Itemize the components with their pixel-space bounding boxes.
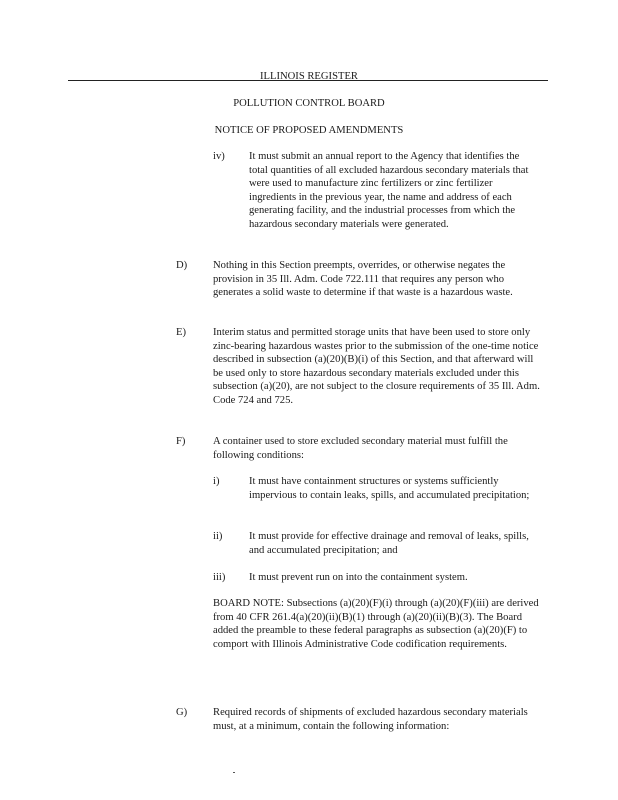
section-label-f: F)	[176, 436, 186, 447]
section-text-f: A container used to store excluded secondary material must fulfill the following conditions:	[213, 436, 508, 461]
scan-speck	[233, 772, 235, 773]
notice-title: NOTICE OF PROPOSED AMENDMENTS	[214, 125, 404, 136]
subitem-label-ii: ii)	[213, 531, 223, 542]
section-label-e: E)	[176, 327, 186, 338]
subitem-text-ii: It must provide for effective drainage and removal of leaks, spills, and accumulated precipitation; and	[249, 531, 529, 556]
section-text-d: Nothing in this Section preempts, overrides, or otherwise negates the provision in 35 Ill. Adm. Code 722.111 that requires any person who generates a solid waste to determine if that waste is a hazardous waste.	[213, 260, 513, 299]
board-note: BOARD NOTE: Subsections (a)(20)(F)(i) through (a)(20)(F)(iii) are derived from 40 CFR 261.4(a)(20)(ii)(B)(1) through (a)(20)(ii)(B)(3). The Board added the preamble to these federal paragraphs as subsection (a)(20)(F) to comport with Illinois Administrative Code codification requirements.	[213, 598, 539, 650]
header-rule	[68, 80, 548, 81]
subitem-label-iii: iii)	[213, 572, 226, 583]
subitem-text-iii: It must prevent run on into the containment system.	[249, 572, 468, 583]
board-name: POLLUTION CONTROL BOARD	[233, 98, 385, 109]
section-label-g: G)	[176, 707, 188, 718]
subitem-label-i: i)	[213, 476, 220, 487]
register-title: ILLINOIS REGISTER	[260, 71, 358, 82]
subitem-text-i: It must have containment structures or systems sufficiently impervious to contain leaks, spills, and accumulated precipitation;	[249, 476, 530, 501]
item-text-iv: It must submit an annual report to the Agency that identifies the total quantities of all excluded hazardous secondary materials that were used to manufacture zinc fertilizers or zinc fertilizer ingredients in the previous year, the name and address of each generating facility, and the industrial processes from which the hazardous secondary materials were generated.	[249, 151, 529, 230]
section-text-g: Required records of shipments of excluded hazardous secondary materials must, at a minimum, contain the following information:	[213, 707, 528, 732]
section-label-d: D)	[176, 260, 188, 271]
section-text-e: Interim status and permitted storage units that have been used to store only zinc-bearing hazardous wastes prior to the submission of the one-time notice described in subsection (a)(20)(B)(i) of this Section, and that afterward will be used only to store hazardous secondary materials excluded under this subsection (a)(20), are not subject to the closure requirements of 35 Ill. Adm. Code 724 and 725.	[213, 327, 540, 406]
item-label-iv: iv)	[213, 151, 225, 162]
